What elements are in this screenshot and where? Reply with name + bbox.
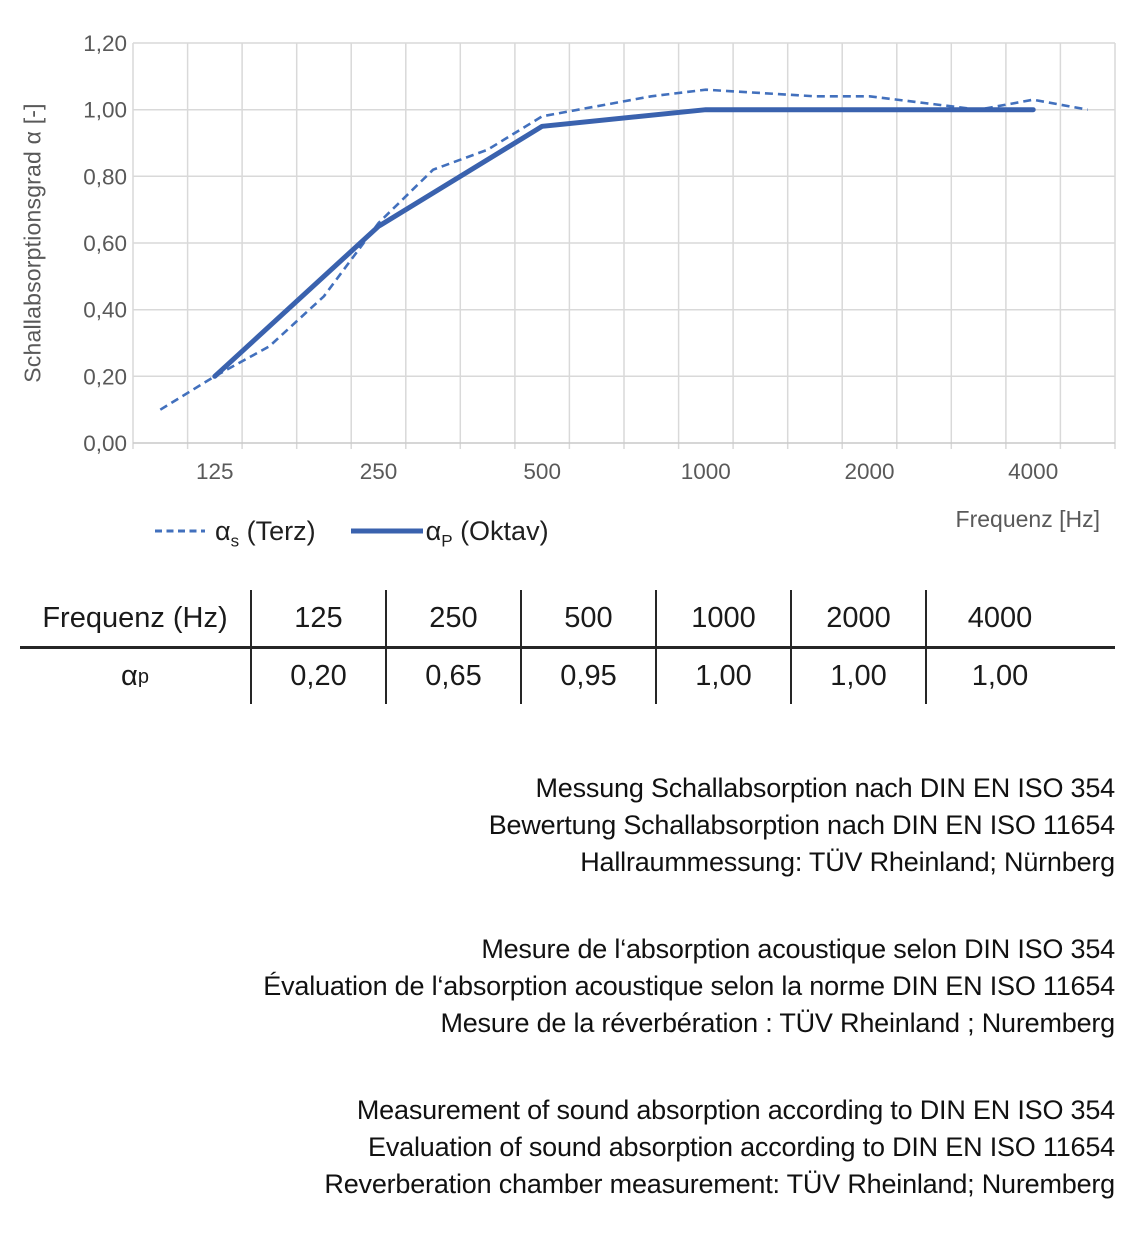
note-line: Evaluation of sound absorption according to DIN EN ISO 11654 xyxy=(368,1132,1115,1162)
table-value-500: 0,95 xyxy=(520,649,655,704)
svg-text:250: 250 xyxy=(359,459,398,484)
svg-text:0,40: 0,40 xyxy=(83,297,127,323)
table-row-label-alpha-p: α p xyxy=(121,660,149,692)
note-english xyxy=(324,1092,1115,1203)
note-line: Hallraummessung: TÜV Rheinland; Nürnberg xyxy=(580,847,1115,877)
svg-text:2000: 2000 xyxy=(844,459,895,484)
table-header-500: 500 xyxy=(520,590,655,649)
svg-text:1,20: 1,20 xyxy=(83,31,127,56)
note-line: Mesure de l‘absorption acoustique selon DIN ISO 354 xyxy=(481,934,1115,964)
table-header-2000: 2000 xyxy=(790,590,925,649)
note-line: Messung Schallabsorption nach DIN EN ISO 354 xyxy=(535,773,1115,803)
svg-text:0,00: 0,00 xyxy=(83,431,127,456)
solid-line-sample xyxy=(350,527,424,535)
note-line: Measurement of sound absorption according to DIN EN ISO 354 xyxy=(356,1095,1115,1125)
svg-text:4000: 4000 xyxy=(1008,459,1059,484)
axis-tick-labels xyxy=(83,31,1058,484)
note-line: Bewertung Schallabsorption nach DIN EN ISO 11654 xyxy=(488,810,1115,840)
table-value-4000: 1,00 xyxy=(925,649,1115,704)
chart-legend xyxy=(154,514,549,548)
table-value-2000: 1,00 xyxy=(790,649,925,704)
table-value-250: 0,65 xyxy=(385,649,520,704)
legend-item-oktav xyxy=(350,515,549,550)
svg-text:0,60: 0,60 xyxy=(83,231,127,256)
note-german xyxy=(489,770,1115,881)
svg-text:0,20: 0,20 xyxy=(83,364,127,390)
table-header-frequency: Frequenz (Hz) xyxy=(20,590,250,649)
legend-item-terz xyxy=(154,515,316,550)
legend-label-oktav: $\alpha_P$ (Oktav) xyxy=(425,515,549,550)
svg-text:500: 500 xyxy=(523,459,561,484)
gridlines xyxy=(133,43,1115,449)
svg-text:0,80: 0,80 xyxy=(83,164,127,190)
note-french xyxy=(263,931,1115,1042)
table-header-250: 250 xyxy=(385,590,520,649)
legend-label-terz: $\alpha_s$ (Terz) xyxy=(215,515,316,550)
svg-text:125: 125 xyxy=(196,459,234,484)
table-header-1000: 1000 xyxy=(655,590,790,649)
absorption-table xyxy=(20,590,1115,704)
note-line: Mesure de la réverbération : TÜV Rheinland ; Nuremberg xyxy=(440,1008,1115,1038)
table-header-4000: 4000 xyxy=(925,590,1115,649)
y-axis-title: Schallabsorptionsgrad α [-] xyxy=(19,103,46,383)
svg-text:1000: 1000 xyxy=(680,459,731,484)
table-header-125: 125 xyxy=(250,590,385,649)
note-line: Reverberation chamber measurement: TÜV Rheinland; Nuremberg xyxy=(324,1169,1115,1199)
svg-text:1,00: 1,00 xyxy=(83,97,127,123)
dashed-line-sample xyxy=(154,527,206,535)
table-value-125: 0,20 xyxy=(250,649,385,704)
table-value-1000: 1,00 xyxy=(655,649,790,704)
absorption-chart xyxy=(0,0,1135,560)
x-axis-title: Frequenz [Hz] xyxy=(955,506,1100,532)
note-line: Évaluation de l‘absorption acoustique selon la norme DIN EN ISO 11654 xyxy=(263,971,1115,1001)
